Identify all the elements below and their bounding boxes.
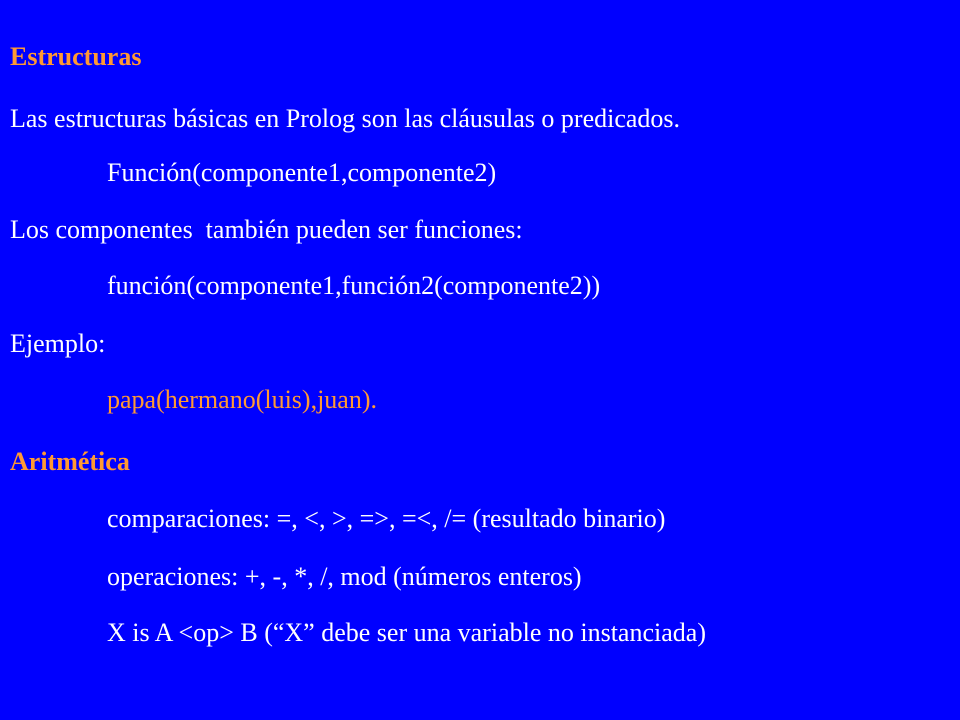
label-ejemplo: Ejemplo: bbox=[10, 329, 106, 358]
heading-aritmetica: Aritmética bbox=[10, 447, 130, 476]
text-componentes-funciones: Los componentes también pueden ser funciones: bbox=[10, 215, 523, 244]
text-operaciones: operaciones: +, -, *, /, mod (números enteros) bbox=[107, 562, 582, 591]
text-funcion-anidada: función(componente1,función2(componente2)) bbox=[107, 271, 601, 300]
text-is-expression: X is A <op> B (“X” debe ser una variable no instanciada) bbox=[107, 618, 706, 647]
text-comparaciones: comparaciones: =, <, >, =>, =<, /= (resultado binario) bbox=[107, 504, 666, 533]
example-code: papa(hermano(luis),juan). bbox=[107, 385, 378, 414]
heading-estructuras: Estructuras bbox=[10, 42, 142, 71]
text-estructuras-basicas: Las estructuras básicas en Prolog son las cláusulas o predicados. bbox=[10, 104, 681, 133]
text-funcion-simple: Función(componente1,componente2) bbox=[107, 158, 497, 187]
